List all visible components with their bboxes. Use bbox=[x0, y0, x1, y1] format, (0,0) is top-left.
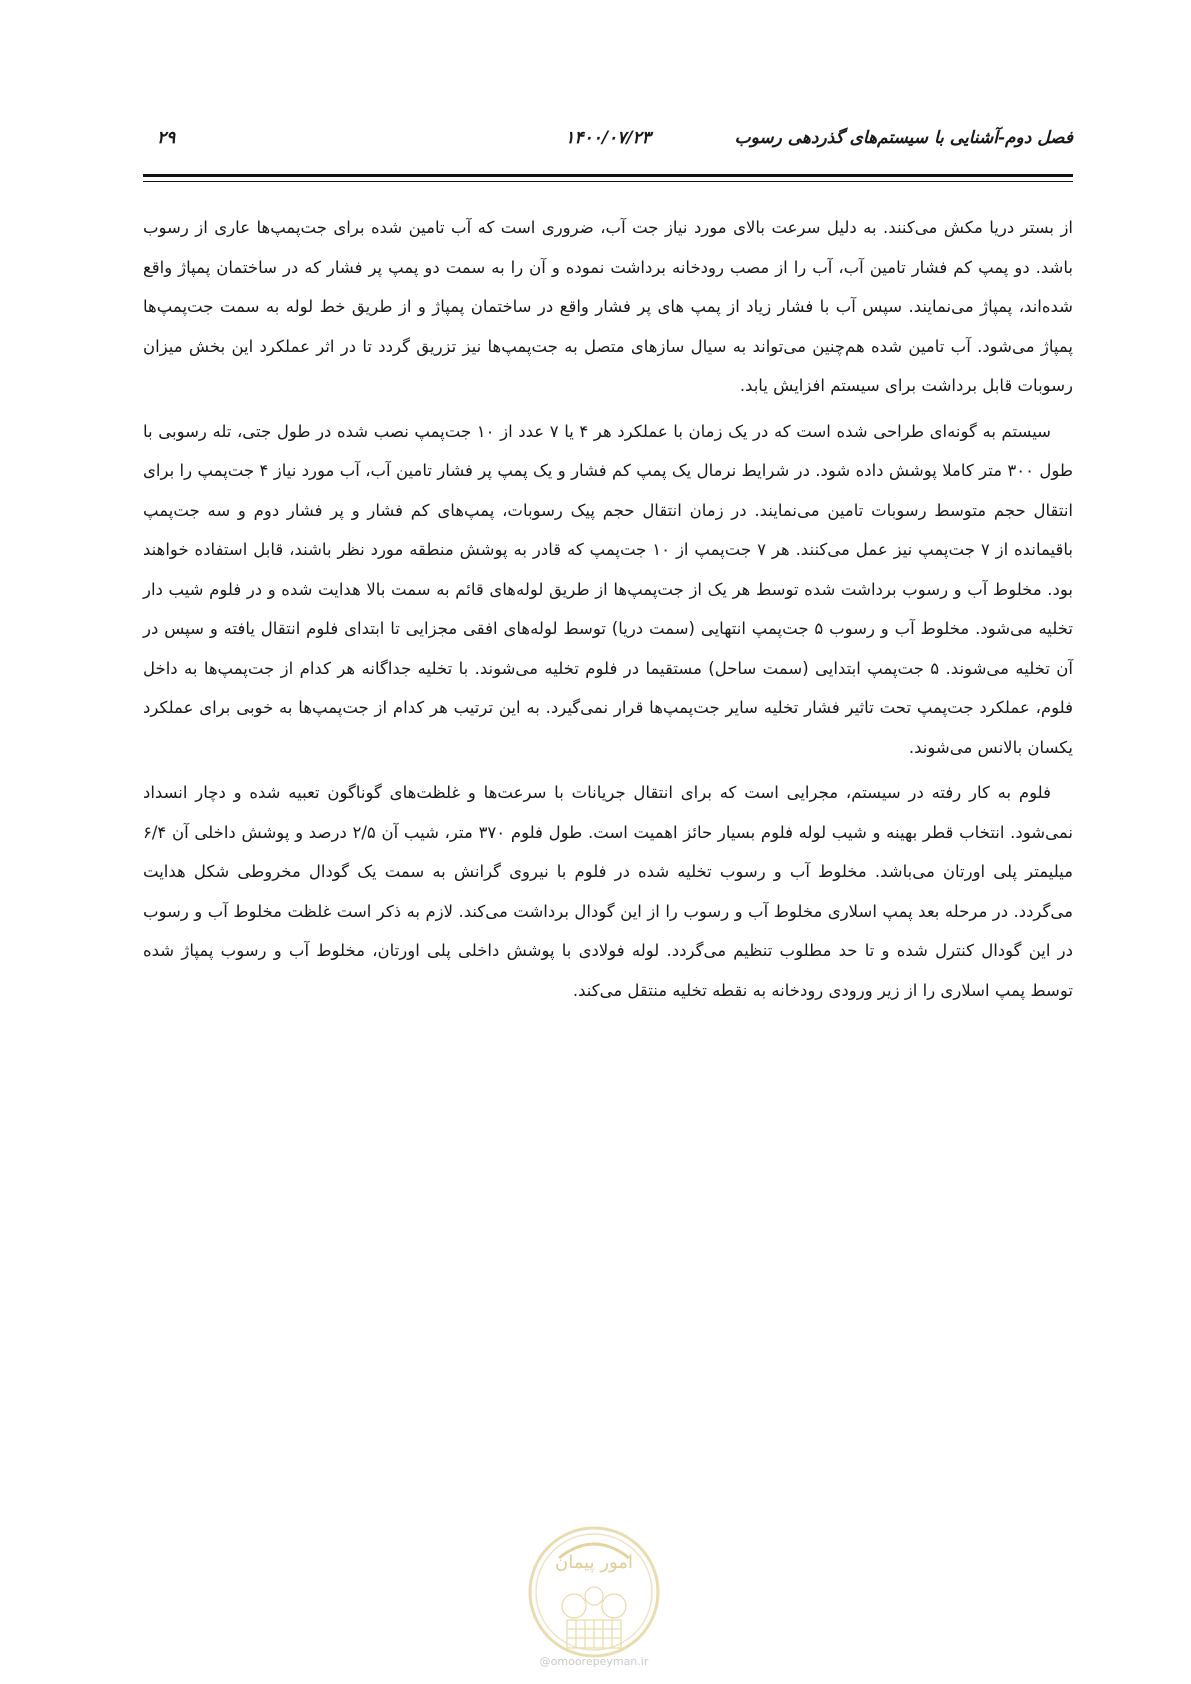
paragraph: از بستر دریا مکش می‌کنند. به دلیل سرعت بالای مورد نیاز جت آب، ضروری است که آب تامین شده برای جت‌پمپ‌ها عاری از رسوب باشد. دو پمپ کم فشار تامین آب، آب را از مصب رودخانه برداشت نموده و آن را به سمت دو پمپ پر فشار که در ساختمان پمپاژ واقع شده‌اند، پمپاژ می‌نمایند. سپس آب با فشار زیاد از پمپ های پر فشار واقع در ساختمان پمپاژ و از طریق خط لوله به سمت جت‌پمپ‌ها پمپاژ می‌شود. آب تامین شده هم‌چنین می‌تواند به سیال سازهای متصل به جت‌پمپ‌ها نیز تزریق گردد تا در اثر عملکرد این بخش میزان رسوبات قابل برداشت برای سیستم افزایش یابد. bbox=[143, 218, 1073, 395]
header-date: ۱۴۰۰/۰۷/۲۳ bbox=[565, 128, 651, 148]
watermark-logo bbox=[519, 1520, 669, 1670]
paragraph: سیستم به گونه‌ای طراحی شده است که در یک زمان با عملکرد هر ۴ یا ۷ عدد از ۱۰ جت‌پمپ نصب شده در طول جتی، تله رسوبی با طول ۳۰۰ متر کاملا پوشش داده شود. در شرایط نرمال یک پمپ کم فشار و یک پمپ پر فشار تامین آب، آب مورد نیاز ۴ جت‌پمپ را برای انتقال حجم متوسط رسوبات تامین می‌نمایند. در زمان انتقال حجم پیک رسوبات، پمپ‌های کم فشار و پر فشار دوم و سه جت‌پمپ باقیمانده از ۷ جت‌پمپ نیز عمل می‌کنند. هر ۷ جت‌پمپ از ۱۰ جت‌پمپ که قادر به پوشش منطقه مورد نظر باشند، قابل استفاده خواهند بود. مخلوط آب و رسوب برداشت شده توسط هر یک از جت‌پمپ‌ها از طریق لوله‌های قائم به سمت بالا هدایت شده و در فلوم شیب دار تخلیه می‌شود. مخلوط آب و رسوب ۵ جت‌پمپ انتهایی (سمت دریا) توسط لوله‌های افقی مجزایی تا ابتدای فلوم انتقال یافته و سپس در آن تخلیه می‌شوند. ۵ جت‌پمپ ابتدایی (سمت ساحل) مستقیما در فلوم تخلیه می‌شوند. با تخلیه جداگانه هر کدام از جت‌پمپ‌ها به داخل فلوم، عملکرد جت‌پمپ تحت تاثیر فشار تخلیه سایر جت‌پمپ‌ها قرار نمی‌گیرد. به این ترتیب هر کدام از جت‌پمپ‌ها به خوبی برای عملکرد یکسان بالانس می‌شوند. bbox=[143, 421, 1074, 757]
page-header bbox=[143, 128, 1073, 158]
seal-icon bbox=[519, 1520, 669, 1670]
chapter-title: فصل دوم-آشنایی با سیستم‌های گذردهی رسوب bbox=[734, 128, 1073, 148]
header-rule-thin bbox=[143, 181, 1073, 182]
page-number: ۲۹ bbox=[157, 128, 176, 148]
header-rule-thick bbox=[143, 174, 1073, 177]
logo-lettering: امور پیمان bbox=[555, 1552, 633, 1573]
body-text bbox=[143, 208, 1073, 1016]
paragraph: فلوم به کار رفته در سیستم، مجرایی است که برای انتقال جریانات با سرعت‌ها و غلظت‌های گوناگون تعبیه شده و دچار انسداد نمی‌شود. انتخاب قطر بهینه و شیب لوله فلوم بسیار حائز اهمیت است. طول فلوم ۳۷۰ متر، شیب آن ۲/۵ درصد و پوشش داخلی آن ۶/۴ میلیمتر پلی اورتان می‌باشد. مخلوط آب و رسوب تخلیه شده در فلوم با نیروی گرانش به سمت یک گودال مخروطی شکل هدایت می‌گردد. در مرحله بعد پمپ اسلاری مخلوط آب و رسوب را از این گودال برداشت می‌کند. لازم به ذکر است غلظت مخلوط آب و رسوب در این گودال کنترل شده و تا حد مطلوب تنظیم می‌گردد. لوله فولادی با پوشش داخلی پلی اورتان، مخلوط آب و رسوب پمپاژ شده توسط پمپ اسلاری را از زیر ورودی رودخانه به نقطه تخلیه منتقل می‌کند. bbox=[143, 783, 1073, 1000]
watermark-caption: @omoorepeyman.ir bbox=[539, 1655, 649, 1668]
